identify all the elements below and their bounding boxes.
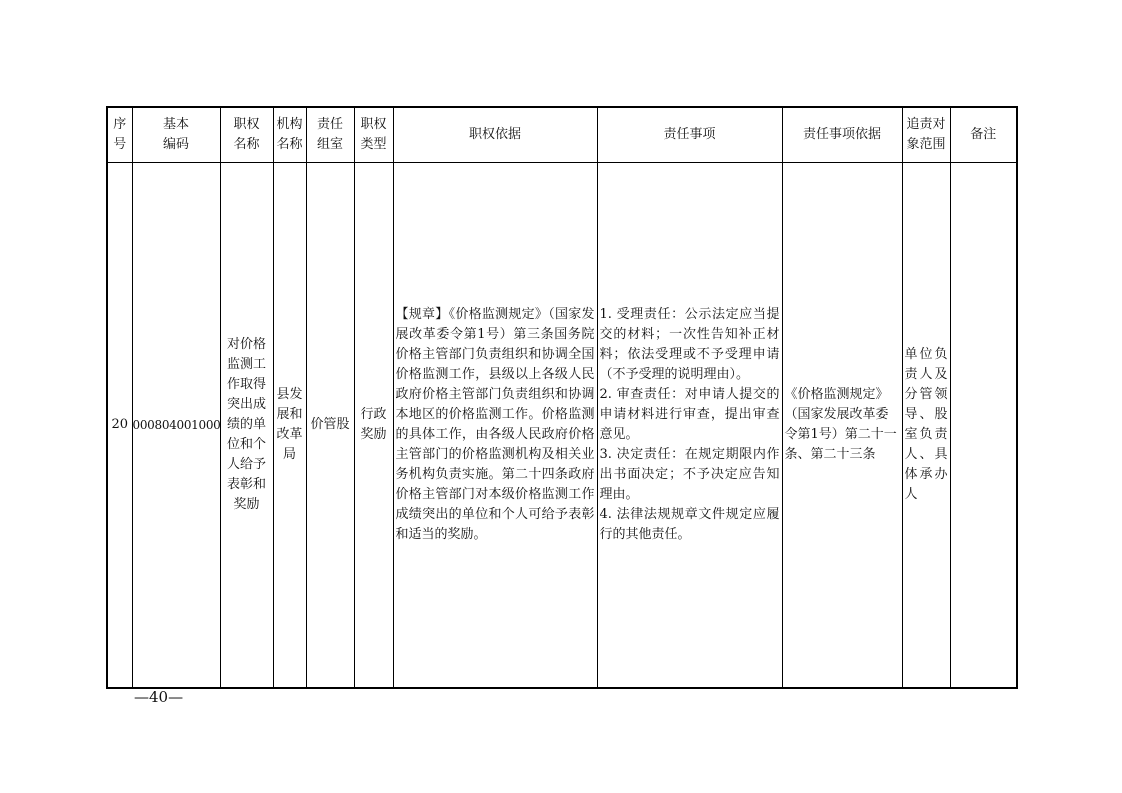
row-type: 行政奖励 xyxy=(354,163,393,689)
header-org: 机构名称 xyxy=(273,107,306,163)
row-duties xyxy=(597,163,782,689)
header-name: 职权名称 xyxy=(220,107,273,163)
row-remark xyxy=(950,163,1017,689)
row-name: 对价格监测工作取得突出成绩的单位和个人给予表彰和奖励 xyxy=(220,163,273,689)
duty-item: 1. 受理责任：公示法定应当提交的材料；一次性告知补正材料；依法受理或不予受理申请（不予受理的说明理由）。 xyxy=(599,307,780,382)
page-number: —40— xyxy=(134,688,184,706)
table-row xyxy=(107,163,1017,689)
row-duty-basis: 《价格监测规定》（国家发展改革委令第1号）第二十一条、第二十三条 xyxy=(782,163,902,689)
header-dept: 责任组室 xyxy=(306,107,354,163)
header-row xyxy=(107,107,1017,163)
header-duty: 责任事项 xyxy=(597,107,782,163)
row-code: 000804001000 xyxy=(132,163,220,689)
row-seq: 20 xyxy=(107,163,132,689)
row-dept: 价管股 xyxy=(306,163,354,689)
header-type: 职权类型 xyxy=(354,107,393,163)
authority-table xyxy=(106,106,1018,689)
duty-item: 2. 审查责任：对申请人提交的申请材料进行审查，提出审查意见。 xyxy=(599,387,780,442)
header-scope: 追责对象范围 xyxy=(902,107,950,163)
header-basis: 职权依据 xyxy=(393,107,597,163)
header-code: 基本编码 xyxy=(132,107,220,163)
row-scope: 单位负责人及分管领导、股室负责人、具体承办人 xyxy=(902,163,950,689)
duty-item: 4. 法律法规规章文件规定应履行的其他责任。 xyxy=(599,507,780,542)
header-remark: 备注 xyxy=(950,107,1017,163)
header-duty-basis: 责任事项依据 xyxy=(782,107,902,163)
duty-item: 3. 决定责任：在规定期限内作出书面决定；不予决定应告知理由。 xyxy=(599,447,780,502)
row-basis: 【规章】《价格监测规定》（国家发展改革委令第1号）第三条国务院价格主管部门负责组织和协调全国价格监测工作，县级以上各级人民政府价格主管部门负责组织和协调本地区的价格监测工作。价格监测的具体工作，由各级人民政府价格主管部门的价格监测机构及相关业务机构负责实施。第二十四条政府价格主管部门对本级价格监测工作成绩突出的单位和个人可给予表彰和适当的奖励。 xyxy=(393,163,597,689)
row-org: 县发展和改革局 xyxy=(273,163,306,689)
header-seq: 序号 xyxy=(107,107,132,163)
